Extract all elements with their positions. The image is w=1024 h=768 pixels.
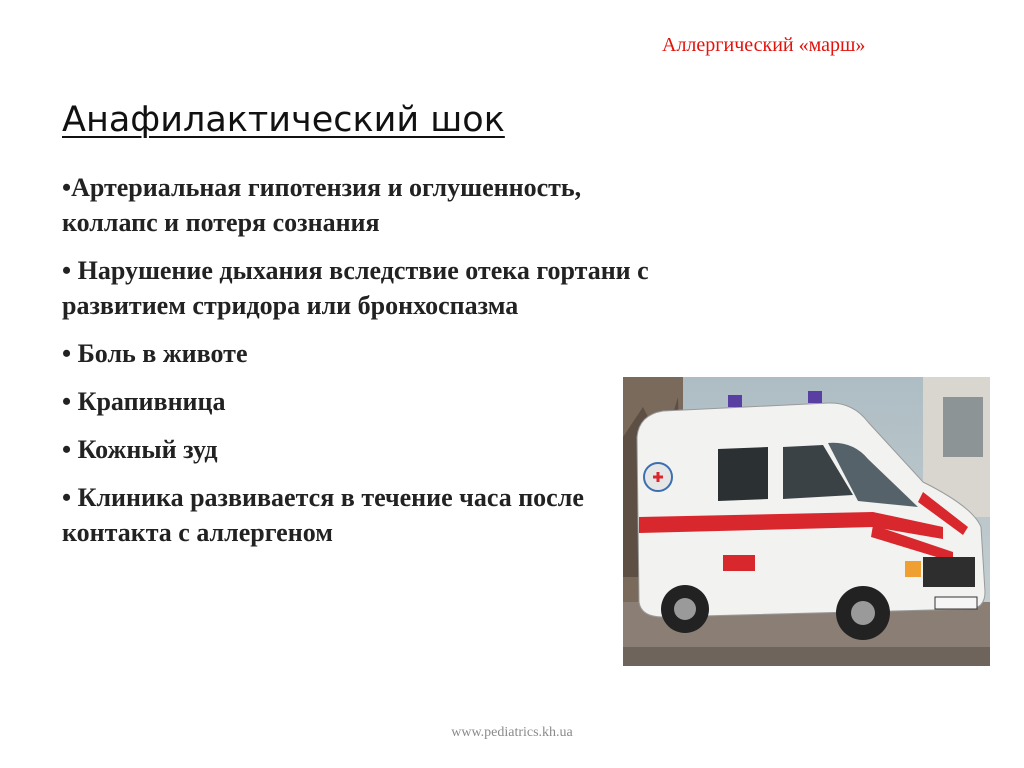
bullet-item: • Крапивница (62, 387, 226, 416)
bullet-item: • Кожный зуд (62, 435, 218, 464)
bullet-item: •Артериальная гипотензия и оглушенность, коллапс и потеря сознания (62, 173, 582, 237)
ambulance-illustration (623, 377, 990, 666)
footer-url[interactable]: www.pediatrics.kh.ua (451, 725, 573, 740)
slide-topic: Аллергический «марш» (662, 34, 866, 56)
bullet-item: • Боль в животе (62, 339, 248, 368)
bullet-list (62, 170, 652, 563)
ambulance-photo (623, 377, 990, 666)
bullet-item: • Клиника развивается в течение часа после контакта с аллергеном (62, 483, 584, 547)
slide-title: Анафилактический шок (62, 100, 505, 140)
bullet-item: • Нарушение дыхания вследствие отека гортани с развитием стридора или бронхоспазма (62, 256, 649, 320)
